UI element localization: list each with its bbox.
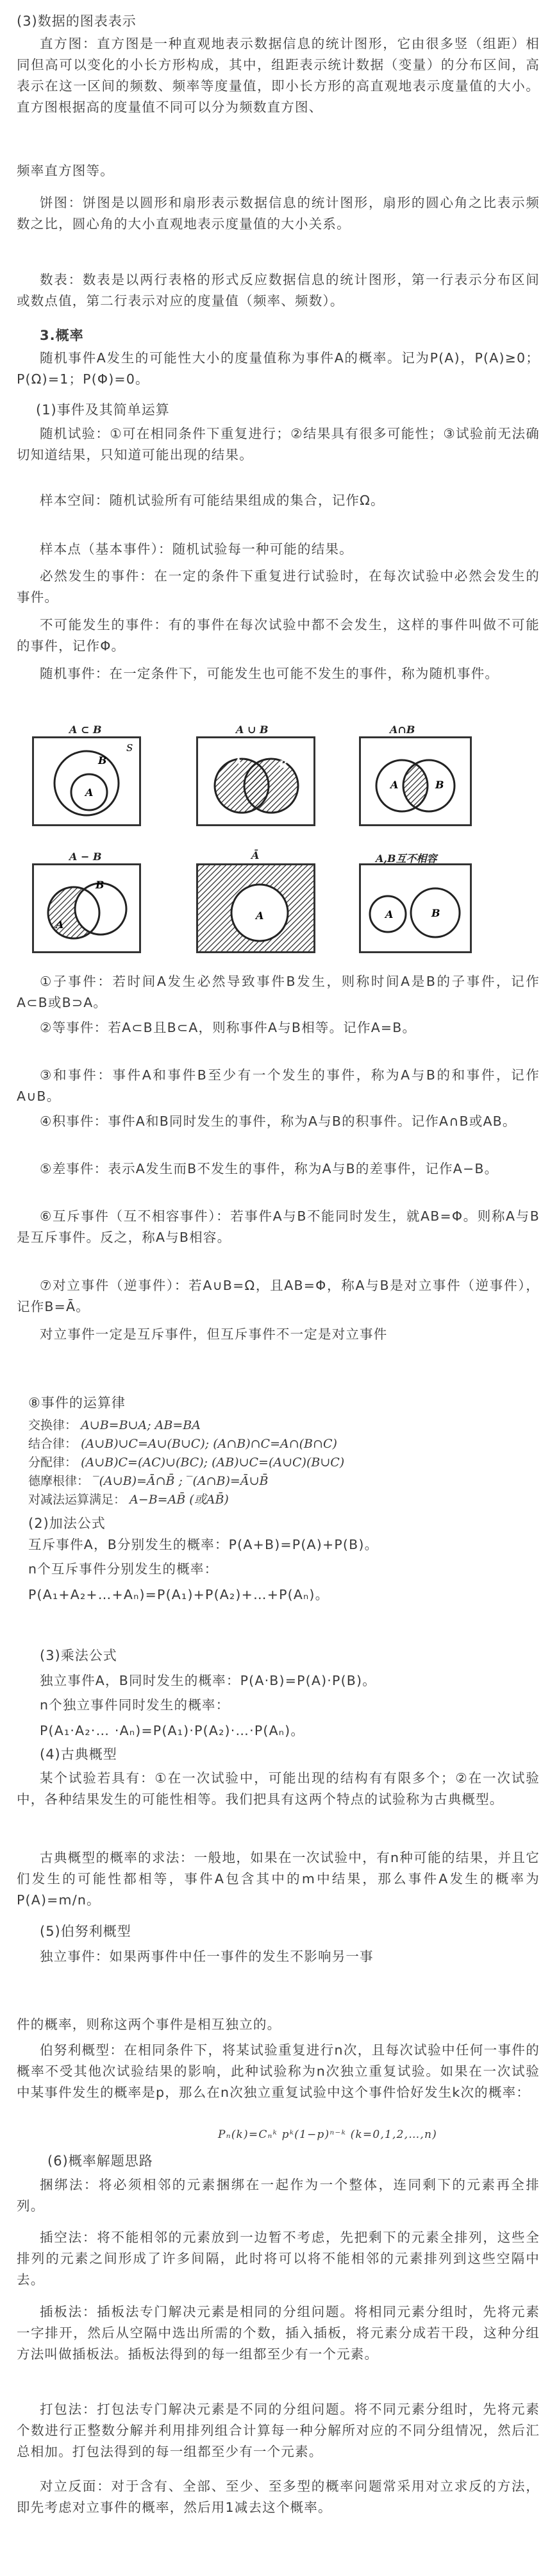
law-item bbox=[28, 1453, 535, 1472]
addition-line-1: 互斥事件A，B分别发生的概率：P(A+B)=P(A)+P(B)。 bbox=[28, 1537, 379, 1552]
venn-exclusive-diagram bbox=[359, 863, 472, 953]
classical-paragraph-1: 某个试验若具有：①在一次试验中，可能出现的结构有有限多个；②在一次试验中，各种结果发生的可能性相等。我们把具有这两个特点的试验称为古典概型。 bbox=[17, 1770, 540, 1807]
laws-list bbox=[28, 1416, 535, 1509]
venn-intersection-b-label: B bbox=[435, 779, 444, 791]
divide-method-paragraph: 打包法：打包法专门解决元素是不同的分组问题。将不同元素分组时，先将元素个数进行正整数分解并利用排列组合计算每一种分解所对应的不同分组情况，然后汇总相加。打包法得到的每一组都至少有一个元素。 bbox=[17, 2402, 540, 2459]
venn-exclusive-label: A,B互不相容 bbox=[376, 852, 437, 865]
bind-method-paragraph: 捆绑法：将必须相邻的元素捆绑在一起作为一个整体，连同剩下的元素再全排列。 bbox=[17, 2177, 540, 2214]
venn-subset-omega-label: S bbox=[126, 742, 133, 754]
solving-heading: (6)概率解题思路 bbox=[47, 2153, 153, 2169]
reverse-method-paragraph: 对立反面：对于含有、全部、至少、至多型的概率问题常采用对立求反的方法，即先考虑对立事件的概率，然后用1减去这个概率。 bbox=[17, 2479, 540, 2515]
random-trial-paragraph: 随机试验：①可在相同条件下重复进行；②结果具有很多可能性；③试验前无法确切知道结果，只知道可能出现的结果。 bbox=[17, 426, 540, 462]
venn-intersection-diagram bbox=[359, 736, 472, 826]
law-name: 结合律： bbox=[28, 1437, 78, 1451]
bernoulli-paragraph-1: 独立事件：如果两事件中任一事件的发生不影响另一事 bbox=[40, 1949, 374, 1964]
difference-event-paragraph: ⑤差事件：表示A发生而B不发生的事件，称为A与B的差事件，记作A−B。 bbox=[40, 1161, 499, 1176]
equal-event-paragraph: ②等事件：若A⊂B且B⊂A，则称事件A与B相等。记作A=B。 bbox=[40, 1020, 417, 1035]
section-heading-data-chart: (3)数据的图表表示 bbox=[17, 13, 137, 29]
multiplication-line-2: n个独立事件同时发生的概率： bbox=[40, 1697, 230, 1713]
bernoulli-paragraph-2: 件的概率，则称这两个事件是相互独立的。 bbox=[17, 2017, 281, 2032]
section-heading-probability: 3.概率 bbox=[40, 328, 84, 343]
venn-intersection-label: A∩B bbox=[390, 724, 415, 736]
events-heading: (1)事件及其简单运算 bbox=[36, 402, 170, 418]
bernoulli-formula-text: Pₙ(k)=Cₙᵏ pᵏ(1−p)ⁿ⁻ᵏ (k=0,1,2,…,n) bbox=[218, 2128, 438, 2141]
venn-difference-label: A − B bbox=[69, 851, 102, 863]
multiplication-heading: (3)乘法公式 bbox=[40, 1648, 117, 1663]
multiplication-line-1: 独立事件A，B同时发生的概率：P(A·B)=P(A)·P(B)。 bbox=[40, 1673, 376, 1688]
venn-subset-b-label: B bbox=[98, 754, 107, 767]
law-formula: ‾(A∪B)=Ā∩B̄ ; ‾(A∩B)=Ā∪B̄ bbox=[93, 1474, 269, 1488]
random-event-paragraph: 随机事件：在一定条件下，可能发生也可能不发生的事件，称为随机事件。 bbox=[40, 666, 499, 681]
law-formula: A−B=AB̄ (或AB̄) bbox=[129, 1493, 229, 1507]
classical-paragraph-2: 古典概型的概率的求法：一般地，如果在一次试验中，有n种可能的结果，并且它们发生的可能性都相等，事件A包含其中的m中结果，那么事件A发生的概率为 P(A)=m/n。 bbox=[17, 1850, 540, 1908]
multiplication-line-3: P(A₁·A₂·… ·Aₙ)=P(A₁)·P(A₂)·…·P(Aₙ)。 bbox=[40, 1723, 305, 1738]
venn-intersection-a-label: A bbox=[390, 779, 399, 791]
histogram-paragraph: 直方图：直方图是一种直观地表示数据信息的统计图形，它由很多竖（组距）相同但高可以变化的小长方形构成，其中，组距表示统计数据（变量）的分布区间，高表示在这一区间的频数、频率等度量值，即小长方形的高直观地表示度量值的大小。直方图根据高的度量值不同可以分为频数直方图、 bbox=[17, 36, 540, 115]
partition-method-paragraph: 插板法：插板法专门解决元素是相同的分组问题。将相同元素分组时，先将元素一字排开，然后从空隔中选出所需的个数，插入插板，将元素分成若干段，这种分组方法叫做插板法。插板法得到的每一组都至少有一个元素。 bbox=[17, 2304, 540, 2362]
venn-subset-label: A ⊂ B bbox=[69, 724, 102, 736]
addition-line-3: P(A₁+A₂+…+Aₙ)=P(A₁)+P(A₂)+…+P(Aₙ)。 bbox=[28, 1587, 330, 1602]
table-paragraph: 数表：数表是以两行表格的形式反应数据信息的统计图形，第一行表示分布区间或数点值，第二行表示对应的度量值（频率、频数）。 bbox=[17, 272, 540, 309]
venn-union-b-label: B bbox=[279, 758, 288, 770]
classical-heading: (4)古典概型 bbox=[40, 1747, 117, 1762]
sample-point-paragraph: 样本点（基本事件）：随机试验每一种可能的结果。 bbox=[40, 541, 353, 557]
venn-subset-a-label: A bbox=[85, 786, 94, 799]
addition-heading: (2)加法公式 bbox=[28, 1516, 106, 1531]
opposite-note-paragraph: 对立事件一定是互斥事件，但互斥事件不一定是对立事件 bbox=[40, 1326, 388, 1342]
venn-difference-a-label: A bbox=[56, 919, 64, 931]
venn-complement-a-label: A bbox=[256, 910, 264, 922]
law-item bbox=[28, 1472, 535, 1491]
bernoulli-paragraph-3: 伯努利概型：在相同条件下，将某试验重复进行n次，且每次试验中任何一事件的概率不受其他次试验结果的影响，此种试验称为n次独立重复试验。如果在一次试验中某事件发生的概率是p，那么在n次独立重复试验中这个事件恰好发生k次的概率： bbox=[17, 2042, 540, 2100]
impossible-event-paragraph: 不可能发生的事件：有的事件在每次试验中都不会发生，这样的事件叫做不可能的事件，记作Φ。 bbox=[17, 617, 540, 654]
venn-exclusive-a-label: A bbox=[385, 908, 394, 920]
venn-complement-label: Ā bbox=[251, 849, 260, 861]
law-formula: (A∪B)C=(AC)∪(BC); (AB)∪C=(A∪C)(B∪C) bbox=[81, 1455, 345, 1470]
venn-union-a-label: A bbox=[234, 756, 242, 768]
bernoulli-heading: (5)伯努利概型 bbox=[40, 1924, 131, 1939]
law-item bbox=[28, 1416, 535, 1435]
exclusive-event-paragraph: ⑥互斥事件（互不相容事件）：若事件A与B不能同时发生，就AB=Φ。则称A与B是互斥事件。反之，称A与B相容。 bbox=[17, 1208, 540, 1245]
venn-difference-diagram bbox=[32, 863, 141, 953]
venn-union-diagram bbox=[196, 736, 315, 826]
sample-space-paragraph: 样本空间：随机试验所有可能结果组成的集合，记作Ω。 bbox=[40, 493, 385, 508]
bernoulli-formula bbox=[218, 2124, 532, 2146]
venn-union-label: A ∪ B bbox=[236, 724, 269, 736]
laws-heading: ⑧事件的运算律 bbox=[28, 1395, 126, 1411]
probability-definition: 随机事件A发生的可能性大小的度量值称为事件A的概率。记为P(A)，P(A)≥0；P(Ω)=1；P(Φ)=0。 bbox=[17, 350, 540, 387]
law-name: 德摩根律： bbox=[28, 1474, 90, 1488]
venn-exclusive-b-label: B bbox=[431, 907, 440, 919]
pie-chart-paragraph: 饼图：饼图是以圆形和扇形表示数据信息的统计图形，扇形的圆心角之比表示频数之比，圆心角的大小直观地表示度量值的大小关系。 bbox=[17, 195, 540, 232]
law-formula: (A∪B)∪C=A∪(B∪C); (A∩B)∩C=A∩(B∩C) bbox=[81, 1437, 337, 1451]
law-item bbox=[28, 1491, 535, 1509]
opposite-event-paragraph: ⑦对立事件（逆事件）：若A∪B=Ω，且AB=Φ，称A与B是对立事件（逆事件），记作B=Ā。 bbox=[17, 1278, 540, 1314]
addition-line-2: n个互斥事件分别发生的概率： bbox=[28, 1561, 219, 1577]
insert-method-paragraph: 插空法：将不能相邻的元素放到一边暂不考虑，先把剩下的元素全排列，这些全排列的元素之间形成了许多间隔，此时将可以将不能相邻的元素排列到这些空隔中去。 bbox=[17, 2230, 540, 2287]
sub-event-paragraph: ①子事件：若时间A发生必然导致事件B发生，则称时间A是B的子事件，记作A⊂B或B⊃A。 bbox=[17, 974, 540, 1010]
venn-difference-b-label: B bbox=[96, 879, 104, 891]
venn-complement-diagram bbox=[196, 863, 315, 953]
law-name: 对减法运算满足： bbox=[28, 1493, 126, 1507]
product-event-paragraph: ④积事件：事件A和B同时发生的事件，称为A与B的积事件。记作A∩B或AB。 bbox=[40, 1114, 517, 1129]
law-formula: A∪B=B∪A; AB=BA bbox=[81, 1418, 201, 1432]
law-name: 分配律： bbox=[28, 1455, 78, 1470]
certain-event-paragraph: 必然发生的事件：在一定的条件下重复进行试验时，在每次试验中必然会发生的事件。 bbox=[17, 568, 540, 605]
venn-subset-diagram bbox=[32, 736, 141, 826]
law-name: 交换律： bbox=[28, 1418, 78, 1432]
law-item bbox=[28, 1435, 535, 1453]
frequency-histogram-paragraph: 频率直方图等。 bbox=[17, 163, 114, 178]
sum-event-paragraph: ③和事件：事件A和事件B至少有一个发生的事件，称为A与B的和事件，记作A∪B。 bbox=[17, 1067, 540, 1104]
